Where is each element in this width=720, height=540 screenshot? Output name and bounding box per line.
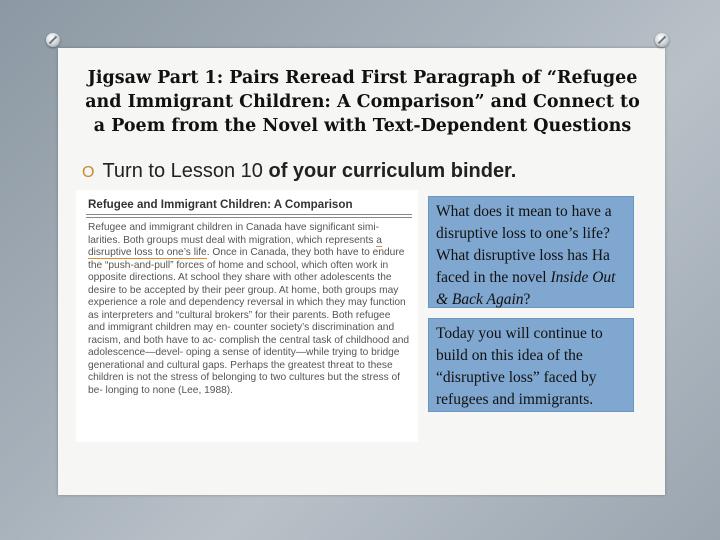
excerpt-body bbox=[88, 222, 410, 397]
bullet-text-regular: Turn to Lesson 10 bbox=[102, 160, 269, 182]
bullet-text-bold: of your curriculum binder. bbox=[268, 160, 517, 182]
book-title: Inside Out & Back Again bbox=[436, 269, 616, 308]
excerpt-highlight: a disruptive loss to one’s life bbox=[88, 234, 382, 258]
slide-title: Jigsaw Part 1: Pairs Reread First Paragraph of “Refugee and Immigrant Children: A Comparison” and Connect to a Poem from the Novel with Text-Dependent Questions bbox=[85, 68, 640, 136]
excerpt-text: Refugee and immigrant children in Canada have significant simi- larities. Both groups must deal with migration, which represents bbox=[88, 222, 380, 246]
excerpt-divider bbox=[86, 217, 412, 218]
excerpt-divider bbox=[86, 214, 412, 215]
continue-text: Today you will continue to build on this idea of the “disruptive loss” faced by refugees and immigrants. bbox=[436, 325, 603, 408]
screw-icon-top-right bbox=[655, 33, 669, 47]
bullet-instruction bbox=[82, 160, 516, 183]
continue-box bbox=[428, 318, 634, 412]
question-end: ? bbox=[523, 291, 531, 308]
excerpt-text: . Once in Canada, they both have to endure the “push-and-pull” forces of home and school, which often work in opposite directions. At school they share with other adolescents the desire to be accepted by their peer group. At home, both groups may experience a role and dependency reversal in which they may function as interpreters and “cultural brokers” for their parents. Both refugee and immigrant children may en- counter society’s discrimination and racism, and both have to ac- complish the central task of childhood and adolescence—devel- oping a sense of identity—while trying to bridge generational and cultural gaps. Perhaps the greatest threat to these children is not the stress of belonging to two cultures but the stress of be- longing to none (Lee, 1988). bbox=[88, 247, 410, 396]
screw-icon-top-left bbox=[46, 33, 60, 47]
bullet-marker-icon: O bbox=[82, 164, 95, 181]
question-box bbox=[428, 196, 634, 308]
question-text: What does it mean to have a disruptive loss to one’s life? What disruptive loss has Ha faced in the novel bbox=[436, 203, 612, 286]
article-excerpt-image bbox=[76, 190, 418, 442]
excerpt-title: Refugee and Immigrant Children: A Comparison bbox=[88, 198, 353, 211]
